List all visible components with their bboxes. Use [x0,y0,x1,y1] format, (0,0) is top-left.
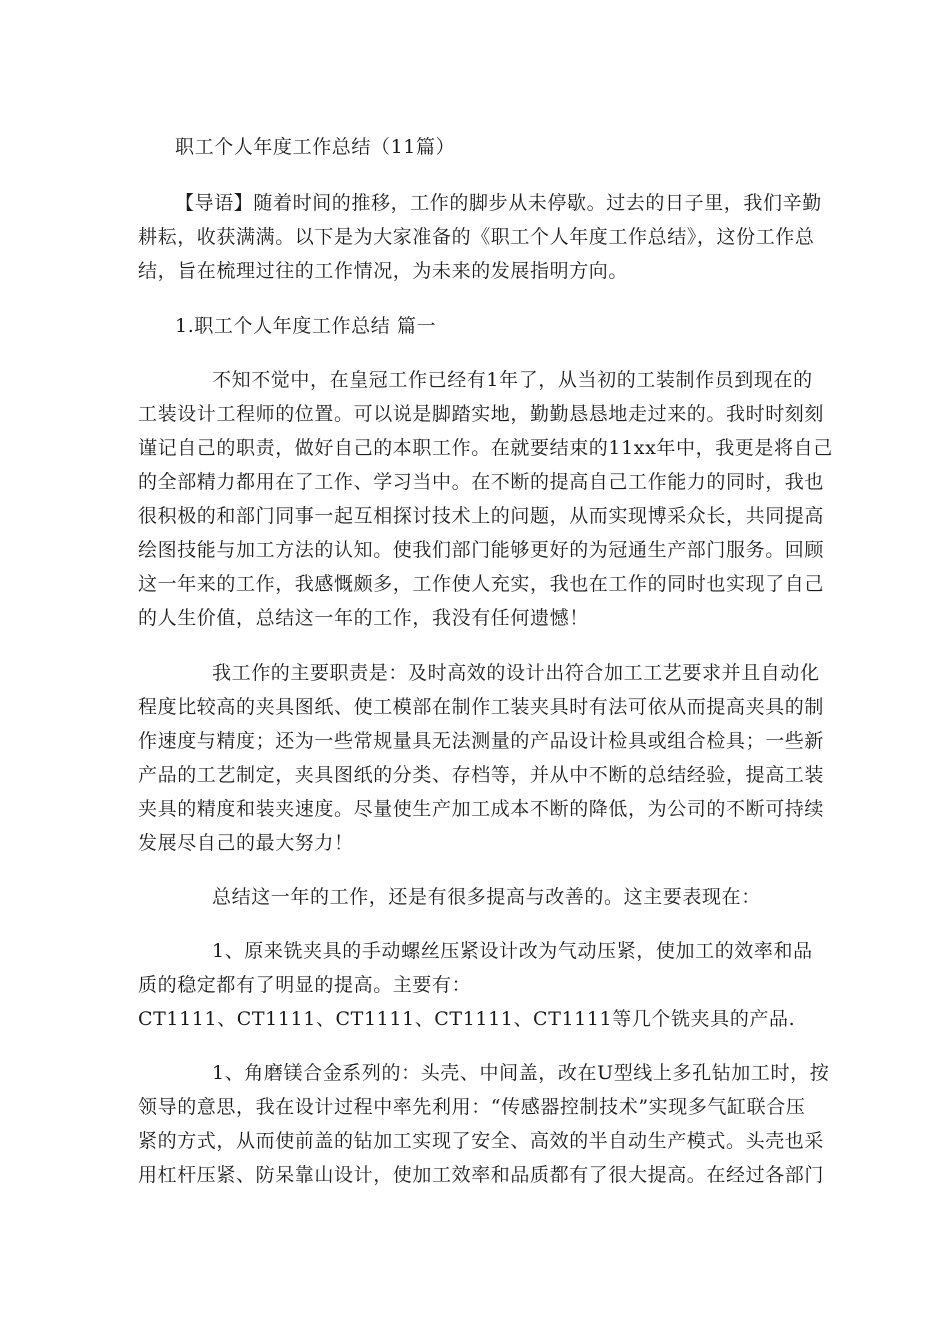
para1-line-3: 谨记自己的职责，做好自己的本职工作。在就要结束的11xx年中，我更是将自己 [138,437,833,459]
para5-line-3: 紧的方式，从而使前盖的钻加工实现了安全、高效的半自动生产模式。头壳也采 [138,1130,825,1152]
para2-line-1: 我工作的主要职责是：及时高效的设计出符合加工工艺要求并且自动化 [212,662,820,684]
para5-line-1: 1、角磨镁合金系列的：头壳、中间盖，改在U型线上多孔钻加工时，按 [212,1062,830,1084]
para1-line-2: 工装设计工程师的位置。可以说是脚踏实地，勤勤恳恳地走过来的。我时时刻刻 [138,403,825,425]
para1-line-7: 这一年来的工作，我感慨颇多，工作使人充实，我也在工作的同时也实现了自己 [138,573,825,595]
para5-line-2: 领导的意思，我在设计过程中率先利用：“传感器控制技术”实现多气缸联合压 [138,1096,806,1118]
para1-line-1: 不知不觉中，在皇冠工作已经有1年了，从当初的工装制作员到现在的 [212,369,813,391]
para2-line-2: 程度比较高的夹具图纸、使工模部在制作工装夹具时有法可依从而提高夹具的制 [138,696,825,718]
intro-line-2: 耕耘，收获满满。以下是为大家准备的《职工个人年度工作总结》，这份工作总 [138,226,815,248]
para4-line-2: 质的稳定都有了明显的提高。主要有： [138,974,472,996]
para2-line-5: 夹具的精度和装夹速度。尽量使生产加工成本不断的降低，为公司的不断可持续 [138,798,825,820]
para1-line-4: 的全部精力都用在了工作、学习当中。在不断的提高自己工作能力的同时，我也 [138,471,825,493]
intro-line-1: 【导语】随着时间的推移，工作的脚步从未停歇。过去的日子里，我们辛勤 [175,192,822,214]
section-heading: 1.职工个人年度工作总结 篇一 [175,315,437,337]
para2-line-3: 作速度与精度；还为一些常规量具无法测量的产品设计检具或组合检具；一些新 [138,730,825,752]
document-title: 职工个人年度工作总结（11篇） [175,136,456,158]
para2-line-4: 产品的工艺制定，夹具图纸的分类、存档等，并从中不断的总结经验，提高工装 [138,764,825,786]
para5-line-4: 用杠杆压紧、防呆靠山设计，使加工效率和品质都有了很大提高。在经过各部门 [138,1164,825,1186]
para4-line-1: 1、原来铣夹具的手动螺丝压紧设计改为气动压紧，使加工的效率和品 [212,940,813,962]
para2-line-6: 发展尽自己的最大努力！ [138,832,354,854]
para1-line-8: 的人生价值，总结这一年的工作，我没有任何遗憾！ [138,607,589,629]
intro-line-3: 结，旨在梳理过往的工作情况，为未来的发展指明方向。 [138,260,629,282]
para1-line-6: 绘图技能与加工方法的认知。使我们部门能够更好的为冠通生产部门服务。回顾 [138,539,825,561]
para4-line-3: CT1111、CT1111、CT1111、CT1111、CT1111等几个铣夹具的产品. [138,1008,796,1030]
para3-line-1: 总结这一年的工作，还是有很多提高与改善的。这主要表现在： [212,886,761,908]
para1-line-5: 很积极的和部门同事一起互相探讨技术上的问题，从而实现博采众长，共同提高 [138,505,825,527]
